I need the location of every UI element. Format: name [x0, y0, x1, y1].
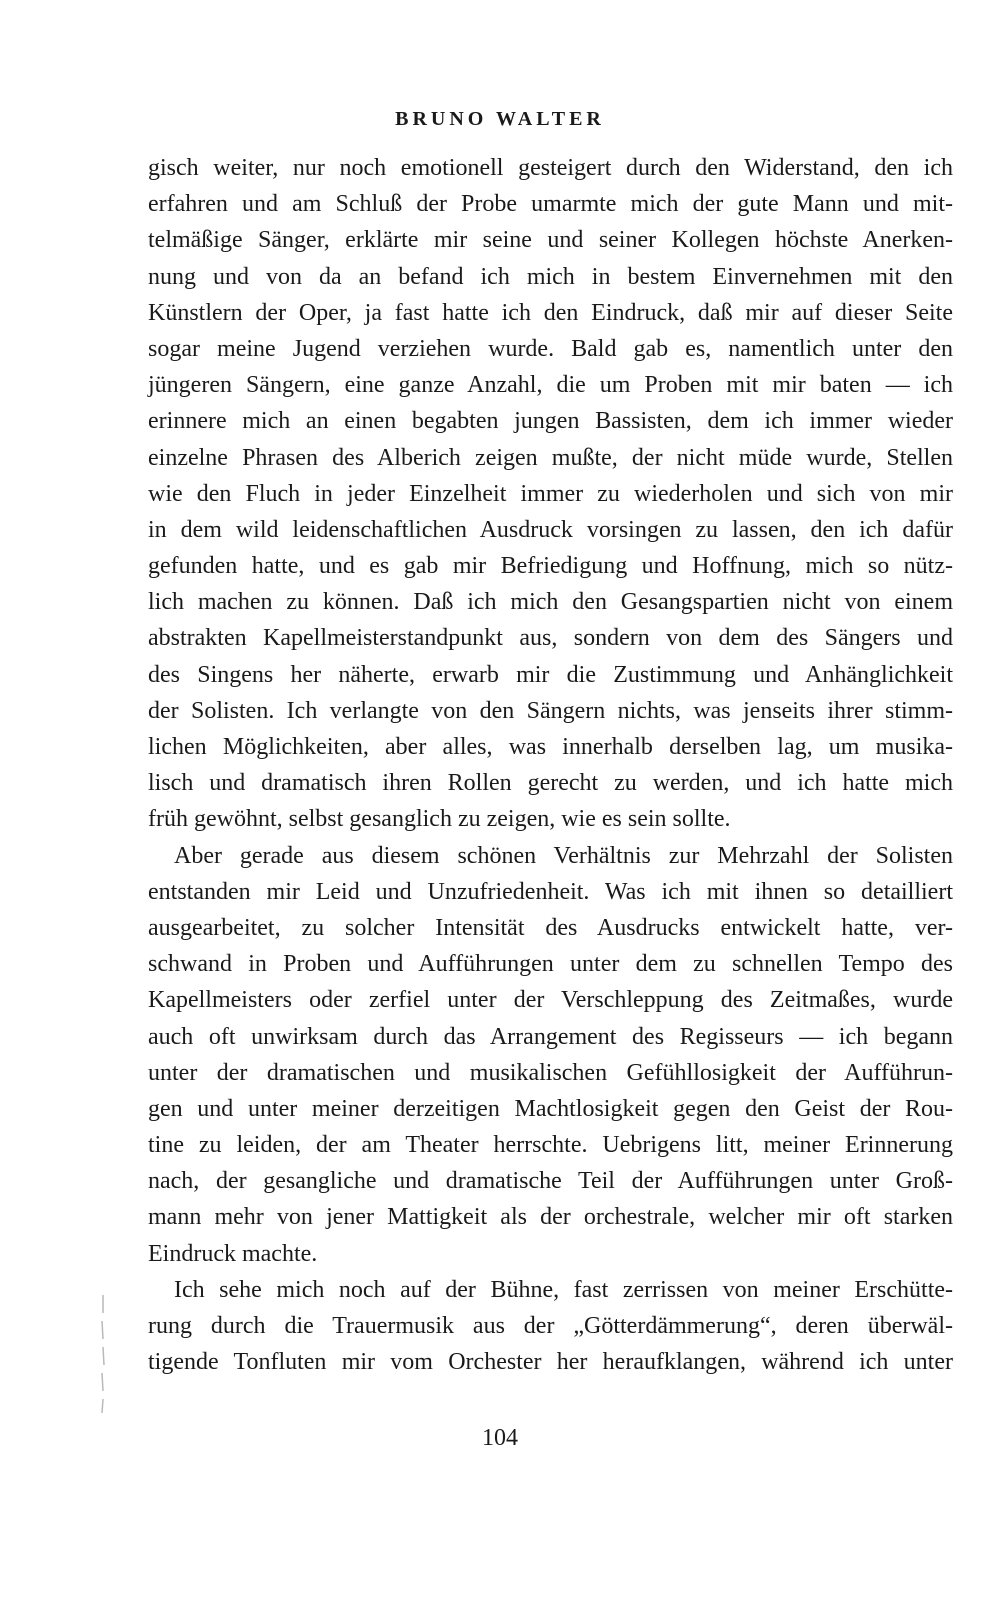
margin-smudge — [100, 1295, 106, 1415]
text-line: sogar meine Jugend verziehen wurde. Bald gab es, namentlich unter den — [148, 335, 953, 362]
text-line: ausgearbeitet, zu solcher Intensität des Ausdrucks entwickelt hatte, ver- — [148, 914, 953, 941]
text-line: wie den Fluch in jeder Einzelheit immer zu wiederholen und sich von mir — [148, 480, 953, 507]
text-line: telmäßige Sänger, erklärte mir seine und seiner Kollegen höchste Anerken- — [148, 227, 953, 254]
text-line: schwand in Proben und Aufführungen unter dem zu schnellen Tempo des — [148, 951, 953, 978]
text-line: mann mehr von jener Mattigkeit als der orchestrale, welcher mir oft starken — [148, 1204, 953, 1231]
text-line: jüngeren Sängern, eine ganze Anzahl, die um Proben mit mir baten — ich — [148, 372, 953, 399]
text-line: unter der dramatischen und musikalischen Gefühllosigkeit der Aufführun- — [148, 1059, 953, 1086]
text-line: nung und von da an befand ich mich in bestem Einvernehmen mit den — [148, 263, 953, 290]
running-head: BRUNO WALTER — [395, 108, 605, 130]
text-line: früh gewöhnt, selbst gesanglich zu zeigen, wie es sein sollte. — [148, 806, 731, 833]
page-number: 104 — [482, 1425, 518, 1451]
text-line: Kapellmeisters oder zerfiel unter der Verschleppung des Zeitmaßes, wurde — [148, 987, 953, 1014]
text-line: gen und unter meiner derzeitigen Machtlosigkeit gegen den Geist der Rou- — [148, 1095, 953, 1122]
text-line: tine zu leiden, der am Theater herrschte. Uebrigens litt, meiner Erinnerung — [148, 1132, 953, 1159]
text-line: abstrakten Kapellmeisterstandpunkt aus, sondern von dem des Sängers und — [148, 625, 953, 652]
text-line: Ich sehe mich noch auf der Bühne, fast zerrissen von meiner Erschütte- — [174, 1276, 953, 1303]
text-line: in dem wild leidenschaftlichen Ausdruck vorsingen zu lassen, den ich dafür — [148, 516, 953, 543]
text-line: auch oft unwirksam durch das Arrangement des Regisseurs — ich begann — [148, 1023, 953, 1050]
text-line: lich machen zu können. Daß ich mich den Gesangspartien nicht von einem — [148, 589, 953, 616]
body-text — [148, 150, 953, 1380]
text-line: nach, der gesangliche und dramatische Teil der Aufführungen unter Groß- — [148, 1168, 953, 1195]
text-line: Künstlern der Oper, ja fast hatte ich den Eindruck, daß mir auf dieser Seite — [148, 299, 953, 326]
text-line: lisch und dramatisch ihren Rollen gerecht zu werden, und ich hatte mich — [148, 770, 953, 797]
text-line: einzelne Phrasen des Alberich zeigen mußte, der nicht müde wurde, Stellen — [148, 444, 953, 471]
text-line: tigende Tonfluten mir vom Orchester her heraufklangen, während ich unter — [148, 1349, 953, 1376]
text-line: gefunden hatte, und es gab mir Befriedigung und Hoffnung, mich so nütz- — [148, 553, 953, 580]
text-line: erinnere mich an einen begabten jungen Bassisten, dem ich immer wieder — [148, 408, 953, 435]
text-line: gisch weiter, nur noch emotionell gesteigert durch den Widerstand, den ich — [148, 155, 953, 181]
text-line: der Solisten. Ich verlangte von den Sängern nichts, was jenseits ihrer stimm- — [148, 697, 953, 724]
text-line: lichen Möglichkeiten, aber alles, was innerhalb derselben lag, um musika- — [148, 734, 953, 760]
text-line: rung durch die Trauermusik aus der „Götterdämmerung“, deren überwäl- — [148, 1313, 953, 1339]
text-line: Eindruck machte. — [148, 1240, 318, 1267]
text-line: erfahren und am Schluß der Probe umarmte mich der gute Mann und mit- — [148, 191, 953, 218]
text-line: entstanden mir Leid und Unzufriedenheit. Was ich mit ihnen so detailliert — [148, 878, 953, 905]
text-line: des Singens her näherte, erwarb mir die Zustimmung und Anhänglichkeit — [148, 661, 953, 688]
text-line: Aber gerade aus diesem schönen Verhältnis zur Mehrzahl der Solisten — [174, 842, 953, 869]
